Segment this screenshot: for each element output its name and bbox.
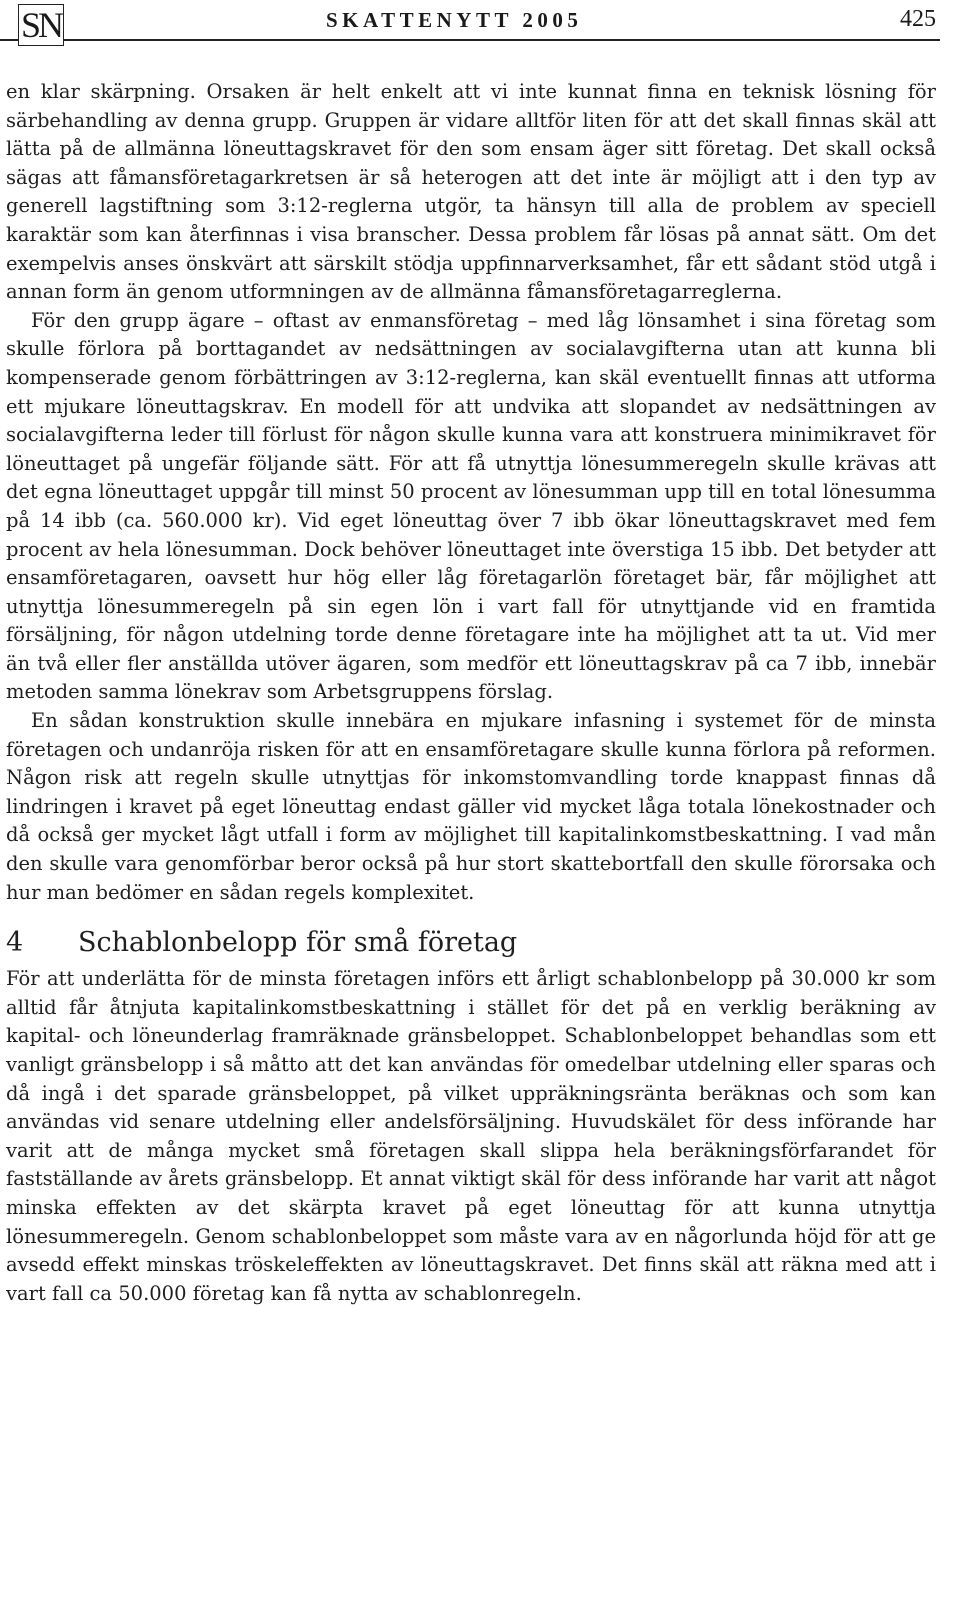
section-paragraph: För att underlätta för de minsta företagen införs ett årligt schablonbelopp på 30.000 kr som alltid får åtnjuta kapitalinkomstbeskattning i stället för det på en verklig beräkning av kapital- och löneunderlag framräknade gränsbeloppet. Schablonbeloppet behandlas som ett vanligt gränsbelopp i så måtto att det kan användas för omedelbar utdelning eller sparas och då ingå i det sparade gränsbeloppet, på vilket uppräkningsränta beräknas och som kan användas vid senare utdelning eller andelsförsäljning. Huvudskälet för dess införande har varit att de många mycket små företagen skall slippa hela beräkningsförfarandet för fastställande av årets gränsbelopp. Et annat viktigt skäl för dess införande har varit att något minska effekten av det skärpta kravet på eget löneuttag för att kunna utnyttja lönesummeregeln. Genom schablonbeloppet som måste vara av en någorlunda höjd för att ge avsedd effekt minskas tröskeleffekten av löneuttagskravet. Det finns skäl att räkna med att i vart fall ca 50.000 företag kan få nytta av schablonregeln. (6, 967, 936, 1305)
journal-title: SKATTENYTT 2005 (326, 8, 583, 32)
page-header (0, 0, 960, 56)
journal-logo: SN (18, 4, 64, 46)
page-number: 425 (900, 6, 936, 32)
body-paragraph-1: en klar skärpning. Orsaken är helt enkelt att vi inte kunnat finna en teknisk lösning för särbehandling av denna grupp. Gruppen är vidare alltför liten för att det skall finnas skäl att lätta på de allmänna löneuttagskravet för den som ensam äger sitt företag. Det skall också sägas att fåmansföretagarkretsen är så heterogen att det inte är möjligt att i den typ av generell lagstiftning som 3:12-reglerna utgör, ta hänsyn till alla de problem av speciell karaktär som kan återfinnas i visa branscher. Dessa problem får lösas på annat sätt. Om det exempelvis anses önskvärt att särskilt stödja uppfinnarverksamhet, får ett sådant stöd utgå i annan form än genom utformningen av de allmänna fåmansföretagarreglerna. (6, 80, 936, 304)
body-paragraph-2: För den grupp ägare – oftast av enmansföretag – med låg lönsamhet i sina företag som skulle förlora på borttagandet av nedsättningen av socialavgifterna utan att kunna bli kompenserade genom förbättringen av 3:12-reglerna, kan skäl eventuellt finnas att utforma ett mjukare löneuttagskrav. En modell för att undvika att slopandet av nedsättningen av socialavgifterna leder till förlust för någon skulle kunna vara att konstruera minimikravet för löneuttaget på ungefär följande sätt. För att få utnyttja lönesummeregeln skulle krävas att det egna löneuttaget uppgår till minst 50 procent av lönesumman upp till en total lönesumma på 14 ibb (ca. 560.000 kr). Vid eget löneuttag över 7 ibb ökar löneuttagskravet med fem procent av hela lönesumman. Dock behöver löneuttaget inte överstiga 15 ibb. Det betyder att ensamföretagaren, oavsett hur hög eller låg företagarlön företaget bär, får möjlighet att utnyttja lönesummeregeln på sin egen lön i vart fall för utnyttjande vid en framtida försäljning, för någon utdelning torde denne företagare inte ha möjlighet att ta ut. Vid mer än två eller fler anställda utöver ägaren, som medför ett löneuttagskrav på ca 7 ibb, innebär metoden samma lönekrav som Arbetsgruppens förslag. (6, 308, 936, 704)
body-paragraph-3: En sådan konstruktion skulle innebära en mjukare infasning i systemet för de minsta företagen och undanröja risken för att en ensamföretagare skulle kunna förlora på reformen. Någon risk att regeln skulle utnyttjas för inkomstomvandling torde knappast finnas då lindringen i kravet på eget löneuttag endast gäller vid mycket låga totala lönekostnader och då också ger mycket lågt utfall i form av möjlighet till kapitalinkomstbeskattning. I vad mån den skulle vara genomförbar beror också på hur stort skattebortfall den skulle förorsaka och hur man bedömer en sådan regels komplexitet. (6, 709, 936, 904)
section-title: Schablonbelopp för små företag (78, 927, 518, 959)
article-body (6, 78, 936, 1308)
section-number: 4 (6, 927, 24, 959)
section-heading (6, 923, 936, 963)
header-rule (0, 39, 940, 41)
